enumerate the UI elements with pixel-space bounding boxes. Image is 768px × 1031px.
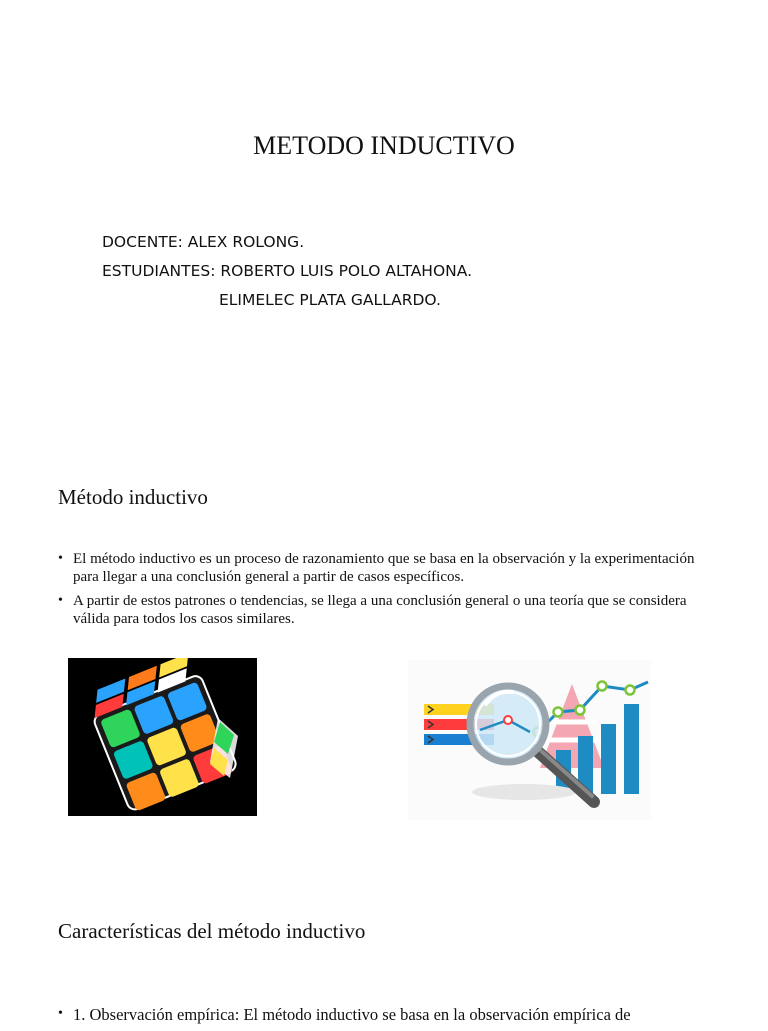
estudiante-2-line: ELIMELEC PLATA GALLARDO. <box>219 291 441 309</box>
estudiantes-line: ESTUDIANTES: ROBERTO LUIS POLO ALTAHONA. <box>102 262 473 280</box>
bullet-list <box>58 1006 698 1031</box>
bullet-item: • El método inductivo es un proceso de razonamiento que se basa en la observación y la experimentación para llegar a una conclusión general a partir de casos específicos. <box>58 551 698 586</box>
slide-title: METODO INDUCTIVO <box>253 131 515 160</box>
magnifier-chart-icon <box>408 660 651 820</box>
rubiks-cube-icon <box>68 658 257 816</box>
bullet-item: • 1. Observación empírica: El método inductivo se basa en la observación empírica de <box>58 1006 698 1024</box>
bullet-list <box>58 551 698 635</box>
section-heading: Características del método inductivo <box>58 919 366 943</box>
author-info <box>102 228 472 315</box>
section-heading: Método inductivo <box>58 485 208 509</box>
docente-line: DOCENTE: ALEX ROLONG. <box>102 233 305 251</box>
bullet-item: • A partir de estos patrones o tendencias, se llega a una conclusión general o una teoría que se considera válida para todos los casos similares. <box>58 593 698 628</box>
